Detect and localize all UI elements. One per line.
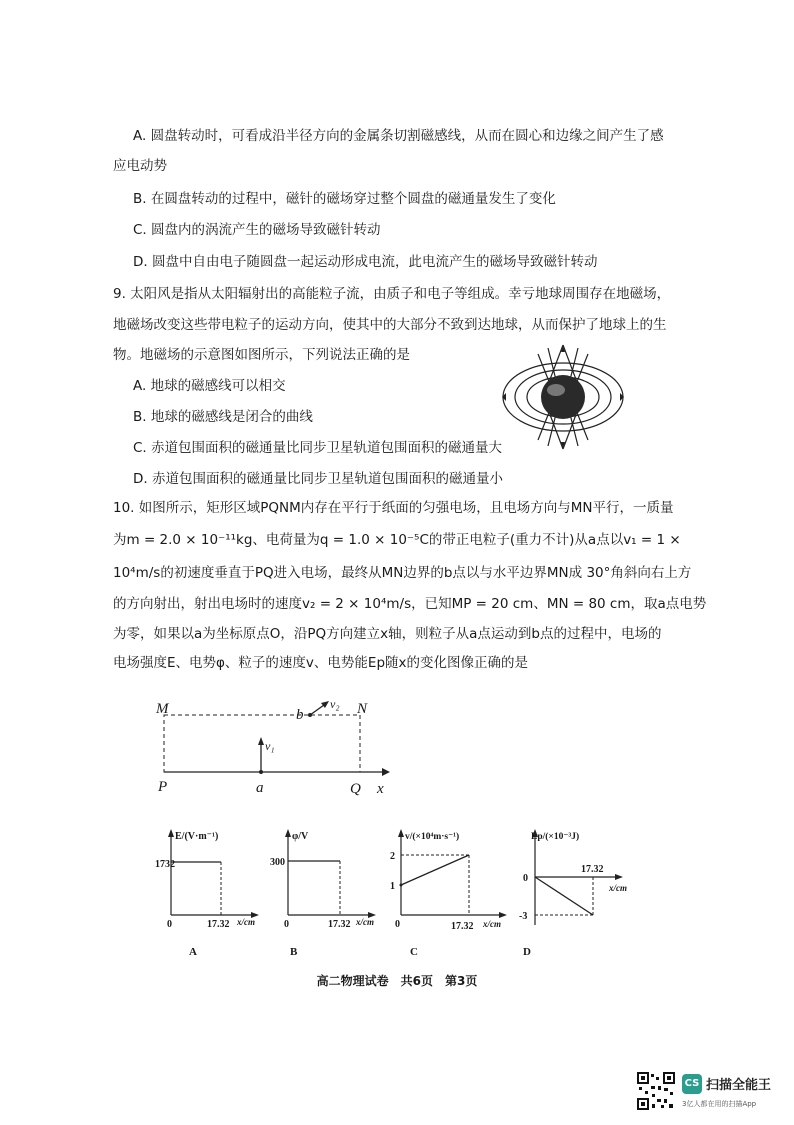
graph-C-origin: 0	[395, 919, 400, 930]
graph-B-option: B	[290, 946, 298, 958]
q10-stem-line2: 为m = 2.0 × 10⁻¹¹kg、电荷量为q = 1.0 × 10⁻⁵C的带正电粒子(重力不计)从a点以v₁ = 1 ×	[113, 532, 681, 548]
v2-arrow-line	[310, 705, 324, 715]
label-Q: Q	[350, 781, 361, 797]
q9-stem-line2: 地磁场改变这些带电粒子的运动方向，使其中的大部分不致到达地球，从而保护了地球上的生	[113, 317, 667, 333]
q9-option-a: A. 地球的磁感线可以相交	[133, 378, 286, 394]
q10-stem-line5: 为零，如果以a为坐标原点O，沿PQ方向建立x轴，则粒子从a点运动到b点的过程中，电场的	[113, 626, 662, 642]
electric-field-diagram	[150, 695, 400, 805]
label-v2: v₂	[330, 697, 340, 711]
q10-stem-line4: 的方向射出，射出电场时的速度v₂ = 2 × 10⁴m/s，已知MP = 20 cm、MN = 80 cm，取a点电势	[113, 596, 707, 612]
graph-A-ylabel: E/(V·m⁻¹)	[175, 831, 219, 842]
q8-option-d: D. 圆盘中自由电子随圆盘一起运动形成电流，此电流产生的磁场导致磁针转动	[133, 254, 598, 270]
graph-D-xval: 17.32	[581, 864, 604, 875]
q8-option-a-line1: A. 圆盘转动时，可看成沿半径方向的金属条切割磁感线，从而在圆心和边缘之间产生了感	[133, 128, 664, 144]
graph-B-xval: 17.32	[328, 919, 351, 930]
graph-B	[270, 825, 378, 960]
q8-option-b: B. 在圆盘转动的过程中，磁针的磁场穿过整个圆盘的磁通量发生了变化	[133, 191, 556, 207]
q8-option-a-line2: 应电动势	[113, 158, 167, 174]
point-a-dot	[259, 770, 263, 774]
graph-A-xlabel: x/cm	[237, 917, 255, 927]
q9-option-c: C. 赤道包围面积的磁通量比同步卫星轨道包围面积的磁通量大	[133, 440, 503, 456]
graph-D-option: D	[523, 946, 531, 958]
graph-C-y2: 2	[390, 851, 395, 862]
label-v1: v₁	[265, 739, 275, 753]
graph-B-origin: 0	[284, 919, 289, 930]
page-footer: 高二物理试卷 共6页 第3页	[316, 974, 478, 988]
q8-option-c: C. 圆盘内的涡流产生的磁场导致磁针转动	[133, 222, 381, 238]
graph-A-option: A	[189, 946, 197, 958]
graph-A-xval: 17.32	[207, 919, 230, 930]
graph-D-y0: 0	[523, 873, 528, 884]
label-P: P	[158, 779, 168, 795]
graph-B-xlabel: x/cm	[356, 917, 374, 927]
graph-C-option: C	[410, 946, 418, 958]
label-M: M	[156, 701, 169, 717]
graph-D-xlabel: x/cm	[609, 883, 627, 893]
graph-D-yneg: -3	[519, 911, 528, 922]
graph-C-xval: 17.32	[451, 921, 474, 932]
graph-B-ylabel: φ/V	[292, 831, 309, 842]
label-N: N	[357, 701, 368, 717]
v1-arrow-head	[258, 737, 264, 745]
qr-code-icon	[637, 1072, 675, 1110]
label-a: a	[256, 780, 264, 796]
q10-stem-line1: 10. 如图所示，矩形区域PQNM内存在平行于纸面的匀强电场，且电场方向与MN平行，一质量	[113, 500, 674, 516]
camscanner-brand: 扫描全能王	[706, 1078, 772, 1093]
q9-stem-line1: 9. 太阳风是指从太阳辐射出的高能粒子流，由质子和电子等组成。幸亏地球周围存在地磁场，	[113, 286, 671, 302]
q9-option-b: B. 地球的磁感线是闭合的曲线	[133, 409, 313, 425]
graph-C-xlabel: x/cm	[483, 919, 501, 929]
graph-A-yval: 1732	[155, 859, 175, 870]
camscanner-logo-icon: CS	[682, 1074, 702, 1094]
q9-stem-line3: 物。地磁场的示意图如图所示，下列说法正确的是	[113, 347, 410, 363]
graph-B-yval: 300	[270, 857, 285, 868]
earth-magnetic-field-figure	[498, 340, 628, 455]
graph-C-y1: 1	[390, 881, 395, 892]
x-axis-arrow	[382, 768, 390, 776]
q10-stem-line3: 10⁴m/s的初速度垂直于PQ进入电场，最终从MN边界的b点以与水平边界MN成 30°角斜向右上方	[113, 565, 692, 581]
graph-A-origin: 0	[167, 919, 172, 930]
graph-C	[383, 825, 513, 960]
camscanner-tagline: 3亿人都在用的扫描App	[682, 1100, 757, 1108]
label-b: b	[296, 707, 304, 723]
graph-C-ylabel: v/(×10⁴m·s⁻¹)	[405, 832, 460, 842]
q10-stem-line6: 电场强度E、电势φ、粒子的速度v、电势能Ep随x的变化图像正确的是	[113, 655, 529, 671]
q9-option-d: D. 赤道包围面积的磁通量比同步卫星轨道包围面积的磁通量小	[133, 471, 503, 487]
graph-D-ylabel: Ep/(×10⁻³J)	[531, 832, 580, 842]
graph-A	[155, 825, 260, 960]
graph-D	[513, 825, 633, 960]
label-x: x	[377, 781, 384, 797]
